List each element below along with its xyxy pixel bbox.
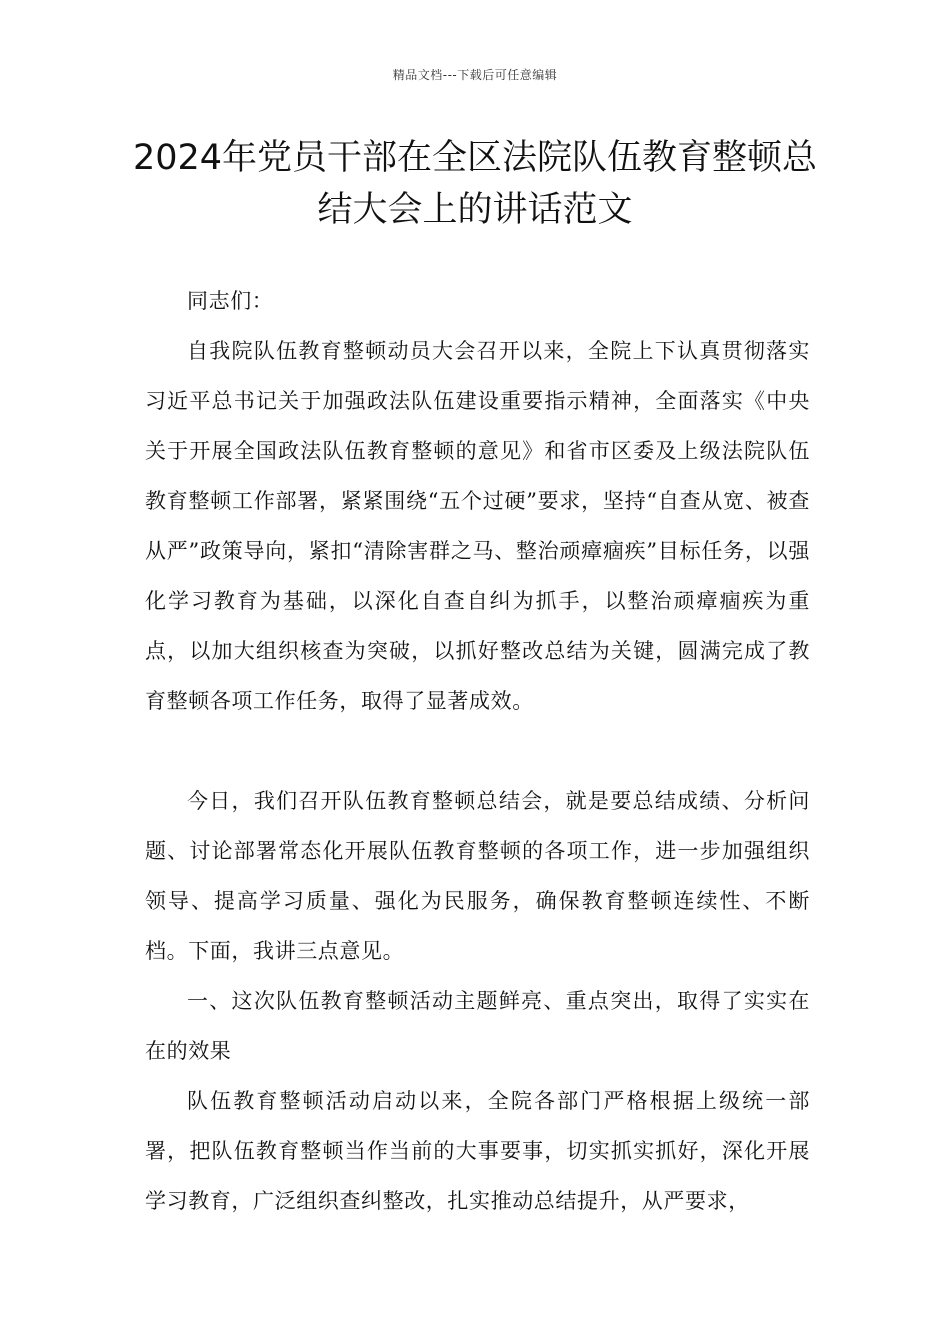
salutation: 同志们： — [187, 289, 274, 313]
paragraph-1: 自我院队伍教育整顿动员大会召开以来，全院上下认真贯彻落实习近平总书记关于加强政法队伍建设重要指示精神，全面落实《中央关于开展全国政法队伍教育整顿的意见》和省市区委及上级法院队伍教育整顿工作部署，紧紧围绕“五个过硬”要求，坚持“自查从宽、被查从严”政策导向，紧扣“清除害群之马、整治顽瘴痼疾”目标任务，以强化学习教育为基础，以深化自查自纠为抓手，以整治顽瘴痼疾为重点，以加大组织核查为突破，以抓好整改总结为关键，圆满完成了教育整顿各项工作任务，取得了显著成效。 — [145, 339, 810, 713]
header-note: 精品文档---下载后可任意编辑 — [392, 68, 558, 82]
section-heading-1: 一、这次队伍教育整顿活动主题鲜亮、重点突出，取得了实实在在的效果 — [145, 989, 810, 1063]
document-body — [145, 276, 810, 1226]
paragraph-gap — [145, 726, 810, 776]
paragraph-2: 今日，我们召开队伍教育整顿总结会，就是要总结成绩、分析问题、讨论部署常态化开展队伍教育整顿的各项工作，进一步加强组织领导、提高学习质量、强化为民服务，确保教育整顿连续性、不断档。下面，我讲三点意见。 — [145, 789, 810, 963]
document-title: 2024年党员干部在全区法院队伍教育整顿总结大会上的讲话范文 — [132, 138, 818, 230]
paragraph-3: 队伍教育整顿活动启动以来，全院各部门严格根据上级统一部署，把队伍教育整顿当作当前的大事要事，切实抓实抓好，深化开展学习教育，广泛组织查纠整改，扎实推动总结提升，从严要求， — [145, 1089, 810, 1213]
